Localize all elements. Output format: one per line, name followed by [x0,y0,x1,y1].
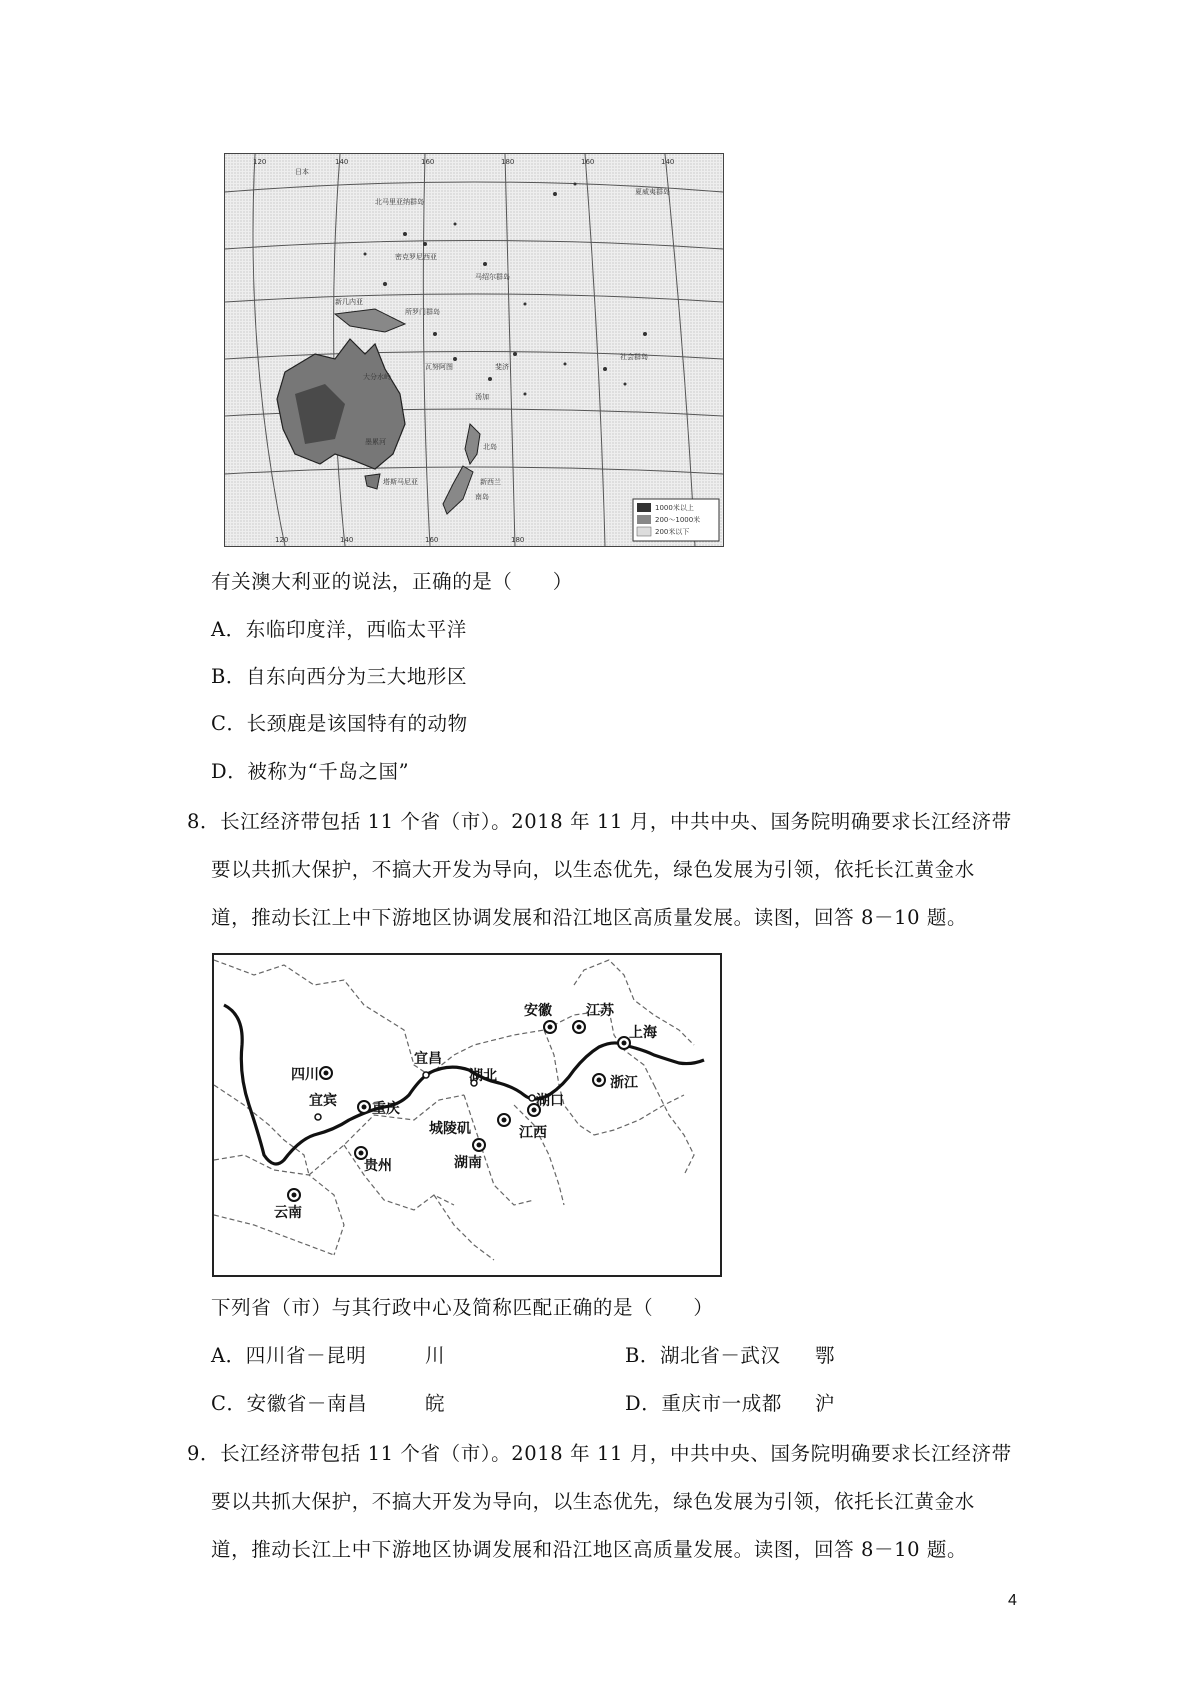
label-shanghai: 上海 [629,1025,657,1041]
label-yichang: 宜昌 [414,1051,442,1067]
label-anhui: 安徽 [524,1003,552,1019]
label-yibin: 宜宾 [309,1093,337,1109]
q8-option-a-abbr: 川 [425,1344,446,1367]
q8-text-line3: 道，推动长江上中下游地区协调发展和沿江地区高质量发展。读图，回答 8－10 题。 [211,906,968,929]
lon-label: 140 [335,158,349,166]
q8-option-c[interactable] [211,1389,446,1419]
lon-label: 160 [421,158,435,166]
page-number: 4 [1008,1592,1017,1609]
place-label: 北岛 [483,443,497,451]
place-label: 汤加 [475,393,489,401]
legend-label: 200米以下 [655,528,690,536]
q7-option-c[interactable]: C．长颈鹿是该国特有的动物 [211,712,468,735]
label-yunnan: 云南 [274,1205,302,1221]
label-guizhou: 贵州 [364,1158,392,1174]
place-label: 墨累河 [365,438,386,446]
q8-option-b[interactable] [625,1341,836,1371]
lon-label: 160 [581,158,595,166]
lon-label: 120 [253,158,267,166]
place-label: 日本 [295,168,309,176]
label-zhejiang: 浙江 [610,1075,638,1091]
oceania-map-graphic [225,154,723,546]
place-label: 塔斯马尼亚 [383,478,418,486]
label-chenglingji: 城陵矶 [429,1121,471,1137]
label-jiangxi: 江西 [519,1125,547,1141]
q8-option-d[interactable] [625,1389,836,1419]
label-hukou: 湖口 [536,1093,564,1109]
lon-label: 180 [511,536,525,544]
label-jiangsu: 江苏 [586,1003,614,1019]
label-hubei: 湖北 [469,1068,497,1084]
q8-text-line2: 要以共抓大保护，不搞大开发为导向，以生态优先，绿色发展为引领，依托长江黄金水 [211,858,975,881]
label-hunan: 湖南 [454,1155,482,1171]
yangtze-map [212,953,722,1277]
q7-option-d[interactable]: D．被称为“千岛之国” [211,760,410,783]
q8-stem: 下列省（市）与其行政中心及简称匹配正确的是（ ） [211,1296,714,1319]
yangtze-map-graphic [214,955,720,1275]
lon-label: 120 [275,536,289,544]
q8-option-c-text: C．安徽省－南昌 [211,1392,368,1415]
q8-option-b-abbr: 鄂 [815,1344,836,1367]
place-label: 夏威夷群岛 [635,188,670,196]
q7-option-b[interactable]: B．自东向西分为三大地形区 [211,665,468,688]
q9-text-line2: 要以共抓大保护，不搞大开发为导向，以生态优先，绿色发展为引领，依托长江黄金水 [211,1490,975,1513]
place-label: 斐济 [495,363,509,371]
lon-label: 140 [661,158,675,166]
label-sichuan: 四川 [291,1067,319,1083]
q8-option-d-text: D．重庆市一成都 [625,1392,782,1415]
q8-option-d-abbr: 沪 [815,1392,836,1415]
place-label: 马绍尔群岛 [475,273,510,281]
map-legend [633,499,719,541]
q7-stem: 有关澳大利亚的说法，正确的是（ ） [211,570,573,593]
place-label: 新西兰 [480,478,501,486]
q8-option-a[interactable] [211,1341,446,1371]
q8-option-c-abbr: 皖 [425,1392,446,1415]
place-label: 大分水岭 [363,373,391,381]
q8-option-a-text: A．四川省－昆明 [211,1344,367,1367]
place-label: 新几内亚 [335,298,363,306]
q9-text-line3: 道，推动长江上中下游地区协调发展和沿江地区高质量发展。读图，回答 8－10 题。 [211,1538,968,1561]
place-label: 南岛 [475,493,489,501]
place-label: 社会群岛 [620,353,648,361]
legend-label: 1000米以上 [655,504,694,512]
q9-text-line1: 9．长江经济带包括 11 个省（市）。2018 年 11 月，中共中央、国务院明确要求长江经济带 [187,1442,1012,1465]
lon-label: 160 [425,536,439,544]
lon-label: 140 [340,536,354,544]
lon-label: 180 [501,158,515,166]
place-label: 密克罗尼西亚 [395,253,437,261]
legend-label: 200～1000米 [655,516,701,524]
q7-option-a[interactable]: A．东临印度洋，西临太平洋 [211,618,467,641]
oceania-map [224,153,724,547]
q8-text-line1: 8．长江经济带包括 11 个省（市）。2018 年 11 月，中共中央、国务院明确要求长江经济带 [187,810,1012,833]
label-chongqing: 重庆 [372,1101,400,1117]
place-label: 北马里亚纳群岛 [375,198,424,206]
place-label: 瓦努阿图 [425,363,453,371]
place-label: 所罗门群岛 [405,308,440,316]
q8-option-b-text: B．湖北省－武汉 [625,1344,781,1367]
